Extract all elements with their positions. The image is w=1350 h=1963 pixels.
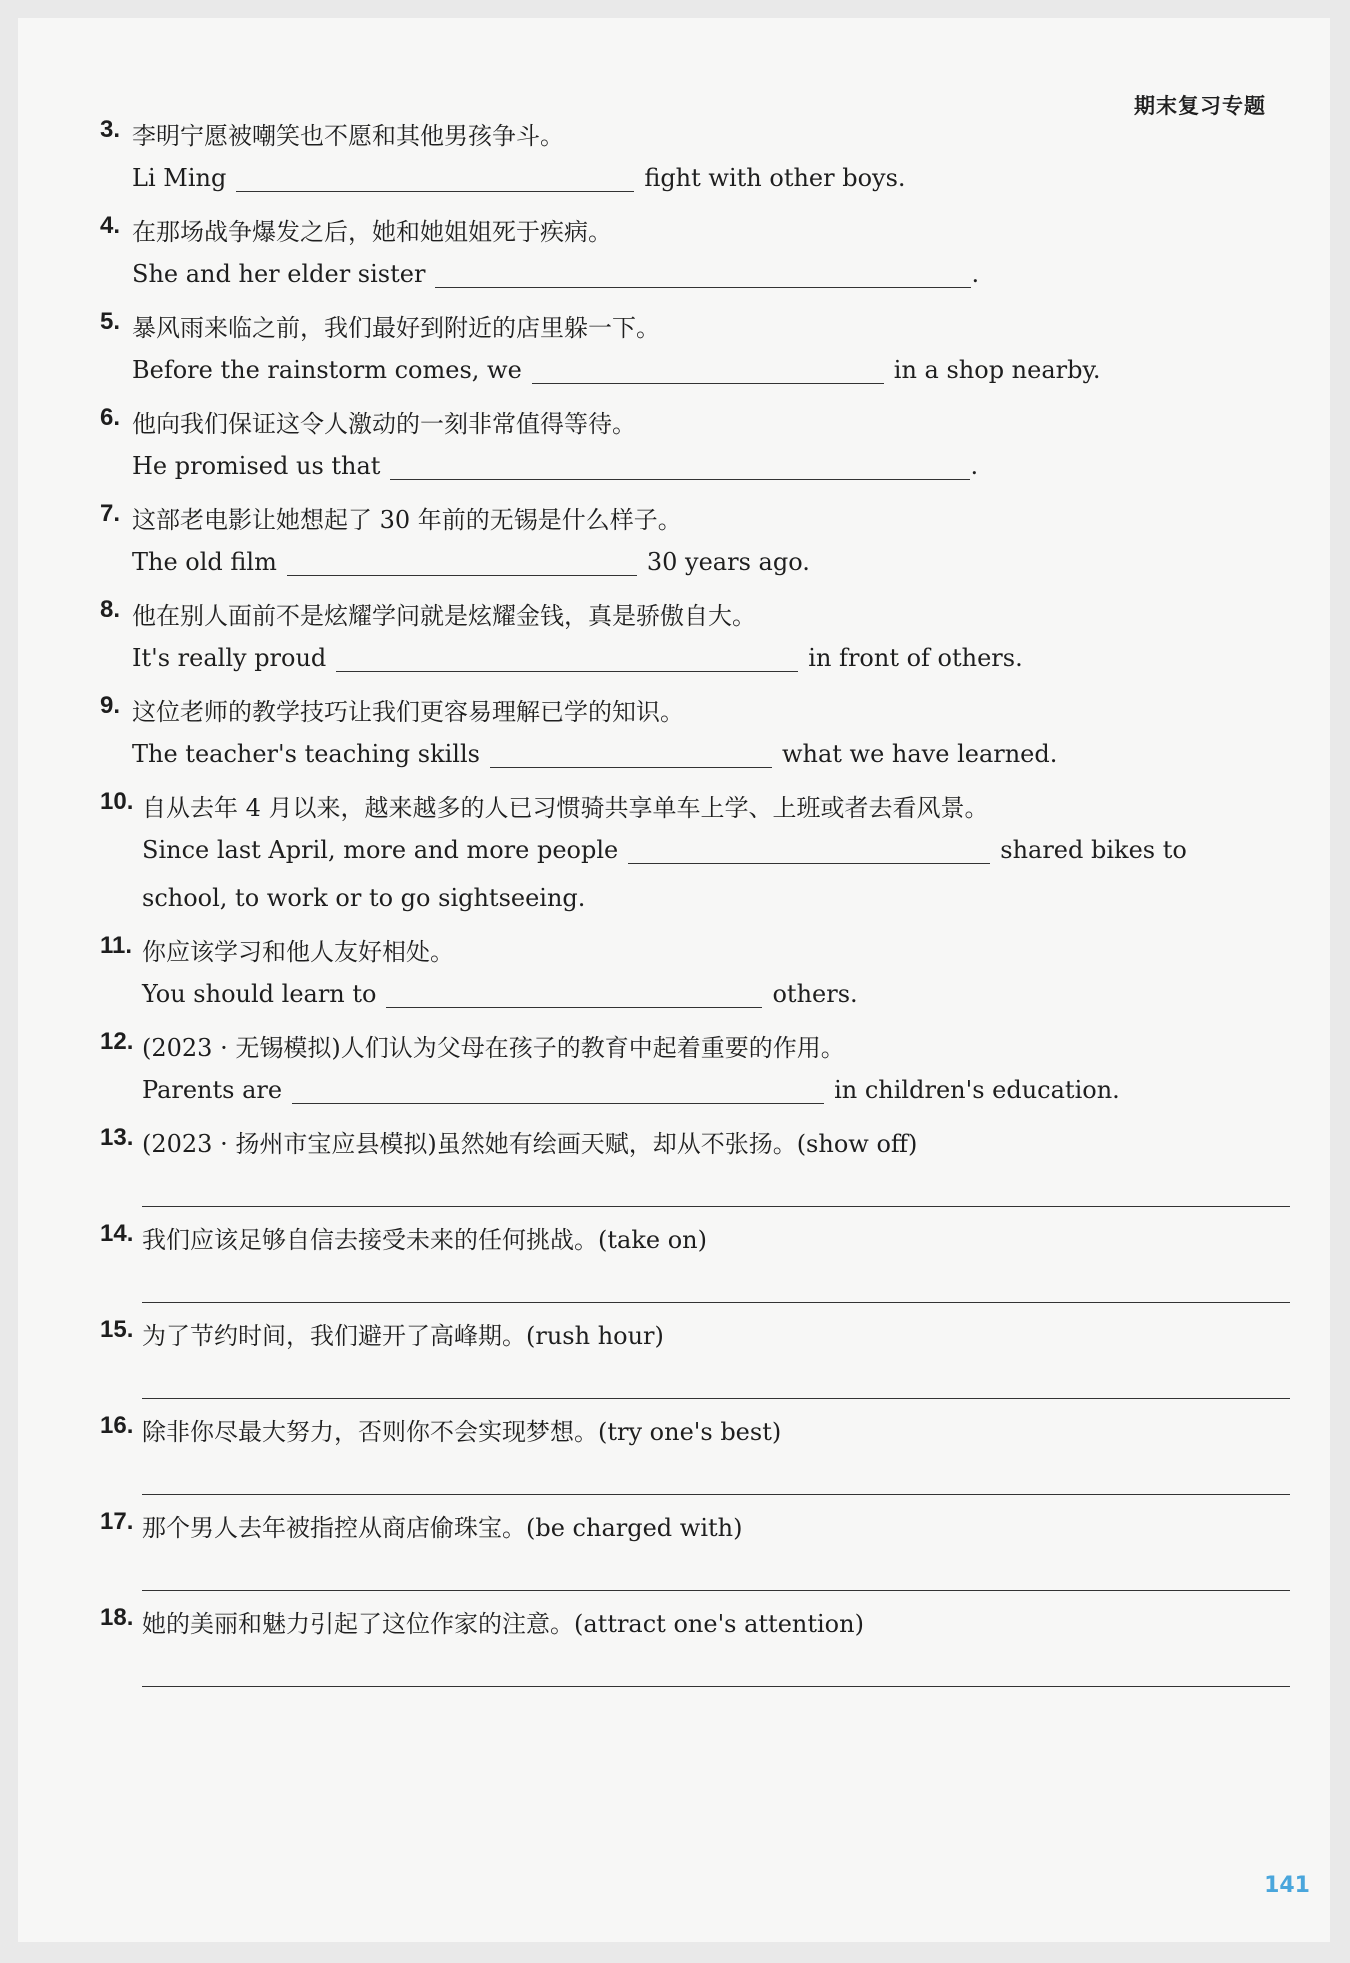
question-prompt-zh: 自从去年 4 月以来，越来越多的人已习惯骑共享单车上学、上班或者去看风景。 — [142, 794, 989, 822]
question-number: 14. — [100, 1220, 134, 1247]
question-4 — [100, 212, 1290, 308]
question-prompt-zh: (2023 · 扬州市宝应县模拟)虽然她有绘画天赋，却从不张扬。(show off) — [142, 1130, 918, 1158]
answer-sentence — [142, 980, 858, 1008]
question-number: 7. — [100, 500, 121, 527]
question-14 — [100, 1220, 1290, 1316]
question-prompt-zh: 除非你尽最大努力，否则你不会实现梦想。(try one's best) — [142, 1418, 782, 1446]
question-5 — [100, 308, 1290, 404]
answer-blank[interactable] — [490, 741, 772, 768]
answer-line[interactable] — [142, 1590, 1290, 1591]
answer-sentence — [132, 452, 978, 480]
answer-sentence — [132, 548, 810, 576]
question-number: 16. — [100, 1412, 134, 1439]
sentence-end: what we have learned. — [781, 740, 1058, 768]
question-number: 17. — [100, 1508, 134, 1535]
sentence-continuation: school, to work or to go sightseeing. — [142, 884, 586, 912]
question-11 — [100, 932, 1290, 1028]
answer-line[interactable] — [142, 1686, 1290, 1687]
answer-line[interactable] — [142, 1398, 1290, 1399]
question-13 — [100, 1124, 1290, 1220]
question-prompt-zh: 为了节约时间，我们避开了高峰期。(rush hour) — [142, 1322, 664, 1350]
question-prompt-zh: (2023 · 无锡模拟)人们认为父母在孩子的教育中起着重要的作用。 — [142, 1034, 845, 1062]
question-number: 8. — [100, 596, 121, 623]
sentence-start: Before the rainstorm comes, we — [132, 356, 522, 384]
question-number: 12. — [100, 1028, 134, 1055]
question-number: 9. — [100, 692, 121, 719]
question-number: 11. — [100, 932, 133, 959]
answer-blank[interactable] — [292, 1077, 824, 1104]
question-prompt-zh: 那个男人去年被指控从商店偷珠宝。(be charged with) — [142, 1514, 743, 1542]
answer-blank[interactable] — [628, 837, 990, 864]
question-3 — [100, 116, 1290, 212]
sentence-start: Parents are — [142, 1076, 283, 1104]
question-prompt-zh: 他向我们保证这令人激动的一刻非常值得等待。 — [132, 410, 636, 438]
question-prompt-zh: 你应该学习和他人友好相处。 — [142, 938, 454, 966]
question-prompt-zh: 李明宁愿被嘲笑也不愿和其他男孩争斗。 — [132, 122, 564, 150]
sentence-end: . — [970, 452, 979, 480]
question-prompt-zh: 这部老电影让她想起了 30 年前的无锡是什么样子。 — [132, 506, 682, 534]
question-17 — [100, 1508, 1290, 1604]
sentence-end: shared bikes to — [1000, 836, 1187, 864]
question-15 — [100, 1316, 1290, 1412]
sentence-end: fight with other boys. — [644, 164, 906, 192]
question-prompt-zh: 我们应该足够自信去接受未来的任何挑战。(take on) — [142, 1226, 707, 1254]
answer-sentence — [132, 740, 1057, 768]
answer-line[interactable] — [142, 1302, 1290, 1303]
sentence-end: in a shop nearby. — [893, 356, 1101, 384]
question-6 — [100, 404, 1290, 500]
question-prompt-zh: 在那场战争爆发之后，她和她姐姐死于疾病。 — [132, 218, 612, 246]
sentence-start: It's really proud — [132, 644, 327, 672]
answer-blank[interactable] — [532, 357, 884, 384]
sentence-end: . — [971, 260, 980, 288]
answer-line[interactable] — [142, 1206, 1290, 1207]
sentence-start: He promised us that — [132, 452, 381, 480]
sentence-start: The teacher's teaching skills — [132, 740, 480, 768]
sentence-start: You should learn to — [142, 980, 377, 1008]
answer-sentence — [132, 644, 1023, 672]
answer-blank[interactable] — [386, 981, 762, 1008]
answer-blank[interactable] — [287, 549, 637, 576]
question-prompt-zh: 他在别人面前不是炫耀学问就是炫耀金钱，真是骄傲自大。 — [132, 602, 756, 630]
sentence-end: others. — [772, 980, 858, 1008]
sentence-start: Since last April, more and more people — [142, 836, 619, 864]
question-12 — [100, 1028, 1290, 1124]
question-number: 10. — [100, 788, 134, 815]
question-number: 3. — [100, 116, 121, 143]
question-number: 6. — [100, 404, 121, 431]
answer-sentence — [142, 1076, 1120, 1104]
answer-line[interactable] — [142, 1494, 1290, 1495]
answer-sentence — [132, 356, 1100, 384]
answer-blank[interactable] — [390, 453, 970, 480]
question-number: 15. — [100, 1316, 134, 1343]
question-9 — [100, 692, 1290, 788]
sentence-start: The old film — [132, 548, 277, 576]
question-7 — [100, 500, 1290, 596]
worksheet-page — [18, 18, 1330, 1942]
sentence-start: She and her elder sister — [132, 260, 426, 288]
sentence-end: in children's education. — [834, 1076, 1120, 1104]
section-title: 期末复习专题 — [1134, 94, 1266, 118]
question-prompt-zh: 她的美丽和魅力引起了这位作家的注意。(attract one's attention) — [142, 1610, 864, 1638]
question-number: 4. — [100, 212, 121, 239]
question-18 — [100, 1604, 1290, 1700]
answer-sentence — [132, 260, 979, 288]
answer-sentence — [142, 836, 1187, 864]
sentence-end: in front of others. — [808, 644, 1023, 672]
question-prompt-zh: 暴风雨来临之前，我们最好到附近的店里躲一下。 — [132, 314, 660, 342]
question-8 — [100, 596, 1290, 692]
answer-blank[interactable] — [435, 261, 971, 288]
question-10 — [100, 788, 1290, 932]
sentence-start: Li Ming — [132, 164, 227, 192]
answer-sentence — [132, 164, 906, 192]
answer-blank[interactable] — [336, 645, 798, 672]
sentence-end: 30 years ago. — [646, 548, 810, 576]
page-number: 141 — [1264, 1873, 1310, 1898]
question-number: 13. — [100, 1124, 134, 1151]
question-prompt-zh: 这位老师的教学技巧让我们更容易理解已学的知识。 — [132, 698, 684, 726]
question-number: 18. — [100, 1604, 134, 1631]
answer-blank[interactable] — [236, 165, 634, 192]
question-16 — [100, 1412, 1290, 1508]
question-number: 5. — [100, 308, 121, 335]
